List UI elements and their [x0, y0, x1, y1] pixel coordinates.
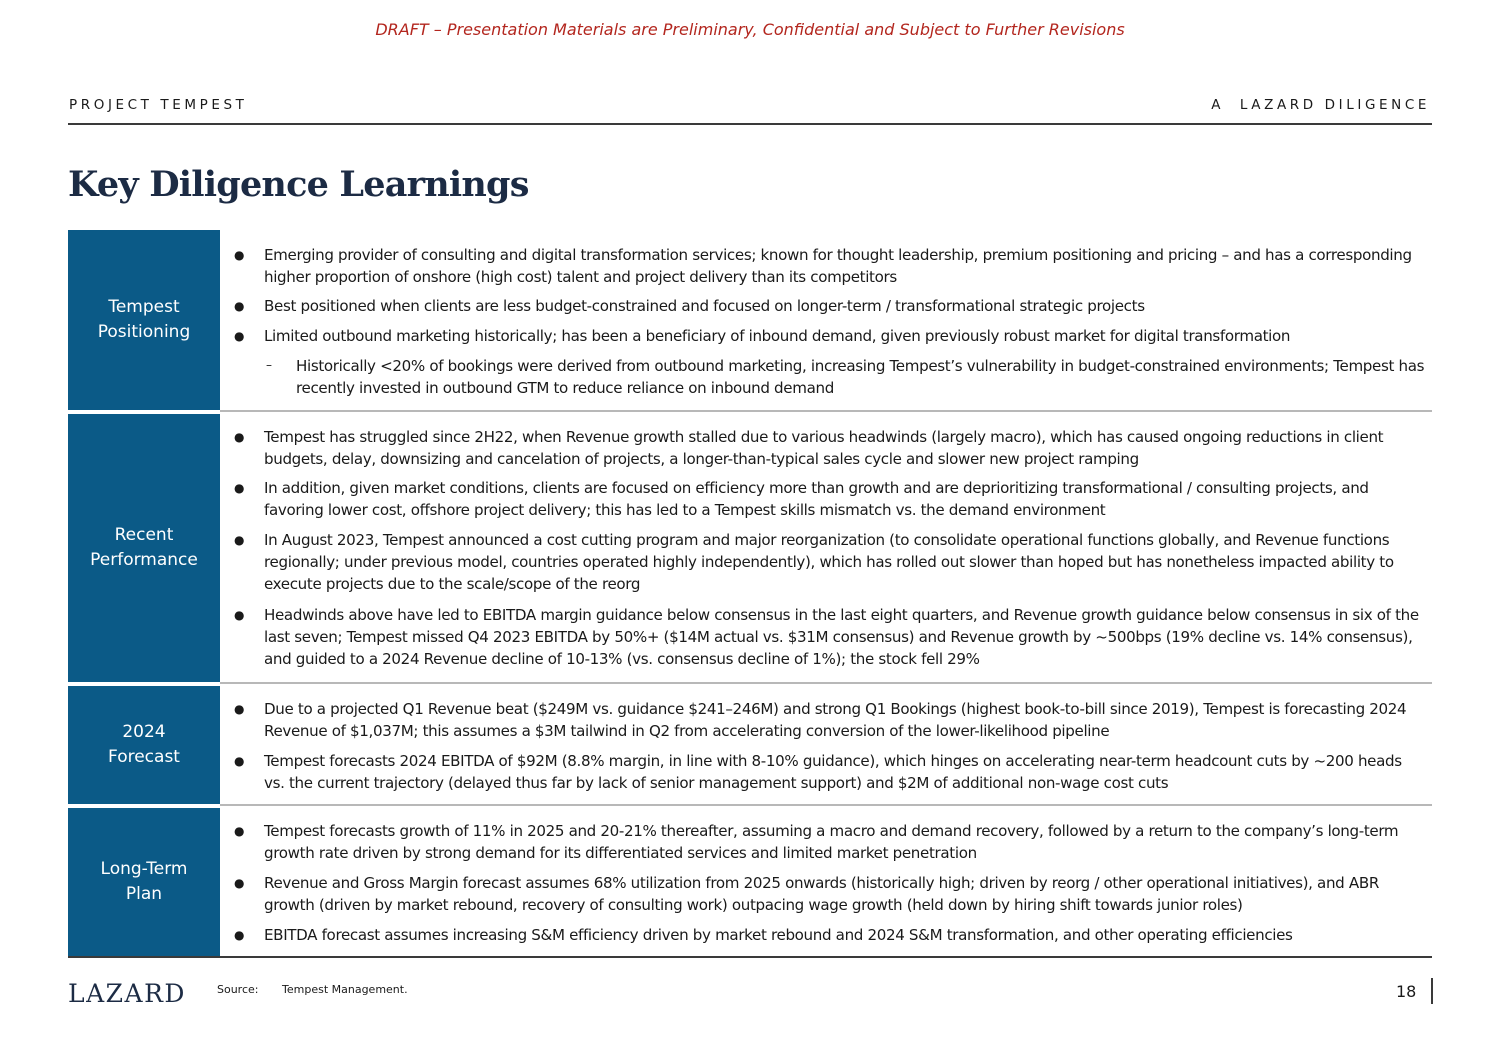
sub-bullet-item: [230, 355, 1426, 399]
section-divider: [220, 682, 1432, 684]
bullet-icon: ●: [234, 702, 245, 716]
bullet-icon: ●: [234, 928, 245, 942]
bullet-icon: ●: [234, 430, 245, 444]
bullet-item: [230, 244, 1426, 288]
bullet-item: [230, 604, 1426, 670]
section-label-text: Long-Term Plan: [100, 859, 188, 904]
bullet-icon: ●: [234, 248, 245, 262]
header-rule: [68, 123, 1432, 125]
section-label-text: Tempest Positioning: [97, 297, 191, 342]
page-title: Key Diligence Learnings: [68, 164, 529, 205]
section-label-text: Recent Performance: [90, 525, 198, 570]
bullet-text: Headwinds above have led to EBITDA margin guidance below consensus in the last eight quarters, and Revenue growth guidance below consensus in six of the last seven; Tempest missed Q4 2023 EBITDA by 50%+ ($14M actual vs. $31M consensus) and Revenue growth by ~500bps (19% decline vs. 14% consensus), and guided to a 2024 Revenue decline of 10-13% (vs. consensus decline of 1%); the stock fell 29%: [264, 606, 1419, 668]
bullet-text: Emerging provider of consulting and digital transformation services; known for thought leadership, premium positioning and pricing – and has a corresponding higher proportion of onshore (high cost) talent and project delivery than its competitors: [264, 246, 1412, 286]
bullet-icon: ●: [234, 299, 245, 313]
bullet-icon: ●: [234, 533, 245, 547]
bullet-item: [230, 820, 1426, 864]
bullet-text: Best positioned when clients are less budget-constrained and focused on longer-term / transformational strategic projects: [264, 297, 1145, 315]
bullet-item: [230, 872, 1426, 916]
bullet-icon: ●: [234, 481, 245, 495]
section-divider: [220, 410, 1432, 412]
bullet-item: [230, 750, 1426, 794]
section-label: [68, 230, 220, 410]
source-text: Tempest Management.: [282, 983, 408, 996]
section-2024-forecast: [68, 686, 1432, 804]
bullet-icon: ●: [234, 876, 245, 890]
section-tempest-positioning: [68, 230, 1432, 410]
bullet-text: Limited outbound marketing historically; has been a beneficiary of inbound demand, given previously robust market for digital transformation: [264, 327, 1291, 345]
section-divider: [220, 804, 1432, 806]
page-number: 18: [1396, 982, 1417, 1001]
bullet-text: EBITDA forecast assumes increasing S&M efficiency driven by market rebound and 2024 S&M transformation, and other operating efficiencies: [264, 926, 1293, 944]
draft-notice: DRAFT – Presentation Materials are Preliminary, Confidential and Subject to Further Revisions: [375, 20, 1125, 39]
bullet-icon: ●: [234, 754, 245, 768]
bullet-text: Tempest has struggled since 2H22, when Revenue growth stalled due to various headwinds (largely macro), which has caused ongoing reductions in client budgets, delay, downsizing and cancelation of projects, a longer-than-typical sales cycle and slower new project ramping: [264, 428, 1384, 468]
bullet-text: Tempest forecasts 2024 EBITDA of $92M (8.8% margin, in line with 8-10% guidance), which hinges on accelerating near-term headcount cuts by ~200 heads vs. the current trajectory (delayed thus far by lack of senior management support) and $2M of additional non-wage cost cuts: [264, 752, 1402, 792]
bullet-text: Historically <20% of bookings were derived from outbound marketing, increasing Tempest’s vulnerability in budget-constrained environments; Tempest has recently invested in outbound GTM to reduce reliance on inbound demand: [296, 357, 1425, 397]
section-recent-performance: [68, 414, 1432, 682]
lazard-logo: LAZARD: [68, 979, 186, 1008]
section-long-term-plan: [68, 808, 1432, 956]
section-label-text: 2024 Forecast: [108, 722, 180, 767]
bullet-item: [230, 924, 1426, 946]
bullet-icon: ●: [234, 824, 245, 838]
bullet-item: [230, 295, 1426, 317]
bullet-text: In August 2023, Tempest announced a cost cutting program and major reorganization (to consolidate operational functions globally, and Revenue functions regionally; under previous model, countries operated highly independently), which has rolled out slower than hoped but has nonetheless impacted ability to execute projects due to the scale/scope of the reorg: [264, 531, 1394, 593]
section-label: [68, 808, 220, 956]
section-divider: [68, 956, 1432, 958]
section-label: [68, 686, 220, 804]
page-number-rule: [1431, 978, 1433, 1004]
bullet-item: [230, 325, 1426, 347]
bullet-text: Revenue and Gross Margin forecast assumes 68% utilization from 2025 onwards (historically high; driven by reorg / other operational initiatives), and ABR growth (driven by market rebound, recovery of consulting work) outpacing wage growth (held down by hiring shift towards junior roles): [264, 874, 1379, 914]
source-label: Source:: [217, 983, 259, 996]
bullet-text: Due to a projected Q1 Revenue beat ($249M vs. guidance $241–246M) and strong Q1 Bookings (highest book-to-bill since 2019), Tempest is forecasting 2024 Revenue of $1,037M; this assumes a $3M tailwind in Q2 from accelerating conversion of the lower-likelihood pipeline: [264, 700, 1407, 740]
bullet-icon: ●: [234, 329, 245, 343]
project-name: PROJECT TEMPEST: [69, 97, 248, 113]
bullet-item: [230, 477, 1426, 521]
bullet-item: [230, 529, 1426, 595]
bullet-item: [230, 698, 1426, 742]
section-label: [68, 414, 220, 682]
dash-icon: –: [266, 358, 272, 372]
bullet-text: In addition, given market conditions, clients are focused on efficiency more than growth and are deprioritizing transformational / consulting projects, and favoring lower cost, offshore project delivery; this has led to a Tempest skills mismatch vs. the demand environment: [264, 479, 1369, 519]
bullet-item: [230, 426, 1426, 470]
diligence-label: [1211, 97, 1430, 113]
diligence-label-text: A LAZARD DILIGENCE: [1211, 97, 1430, 113]
bullet-text: Tempest forecasts growth of 11% in 2025 and 20-21% thereafter, assuming a macro and demand recovery, followed by a return to the company’s long-term growth rate driven by strong demand for its differentiated services and limited market penetration: [264, 822, 1399, 862]
bullet-icon: ●: [234, 608, 245, 622]
